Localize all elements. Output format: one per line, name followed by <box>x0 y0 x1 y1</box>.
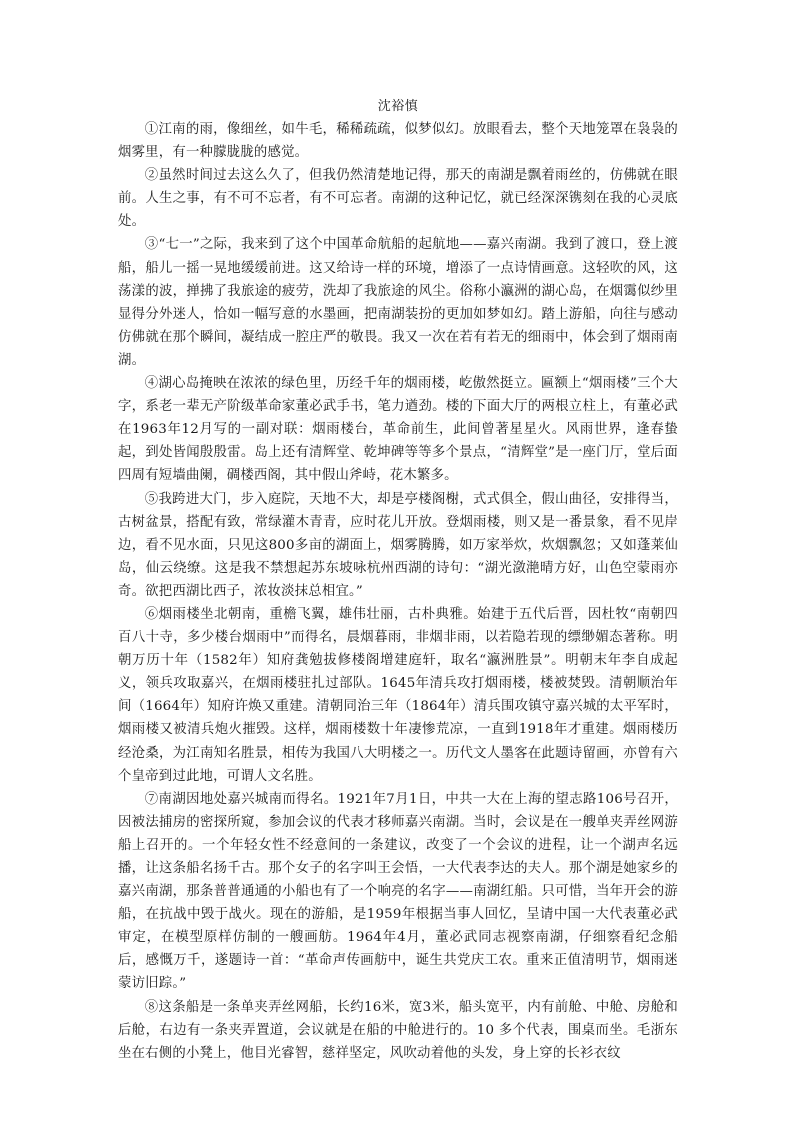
paragraph-3: ③“七一”之际，我来到了这个中国革命航船的起航地——嘉兴南湖。我到了渡口，登上渡船，船儿一摇一晃地缓缓前进。这又给诗一样的环境，增添了一点诗情画意。这轻吹的风，这荡漾的波，掸拂了我旅途的疲劳，洗却了我旅途的风尘。俗称小瀛洲的湖心岛，在烟霭似纱里显得分外迷人，恰如一幅写意的水墨画，把南湖装扮的更加如梦如幻。踏上游船，向往与感动仿佛就在那个瞬间，凝结成一腔庄严的敬畏。我又一次在若有若无的细雨中，体会到了烟雨南湖。 <box>118 237 678 368</box>
author-name: 沈裕慎 <box>377 99 419 114</box>
paragraph-7: ⑦南湖因地处嘉兴城南而得名。1921年7月1日，中共一大在上海的望志路106号召开，因被法捕房的密探所窥，参加会议的代表才移师嘉兴南湖。当时，会议是在一艘单夹弄丝网游船上召开的。一个年轻女性不经意间的一条建议，改变了一个会议的进程，让一个湖声名远播，让这条船名扬千古。那个女子的名字叫王会悟，一大代表李达的夫人。那个湖是她家乡的嘉兴南湖，那条普普通通的小船也有了一个响亮的名字——南湖红船。只可惜，当年开会的游船，在抗战中毁于战火。现在的游船，是1959年根据当事人回忆，呈请中国一大代表董必武审定，在模型原样仿制的一艘画舫。1964年4月，董必武同志视察南湖，仔细察看纪念船后，感慨万千，遂题诗一首：“革命声传画舫中，诞生共党庆工农。重来正值清明节，烟雨迷蒙访旧踪。” <box>118 791 678 992</box>
paragraph-2: ②虽然时间过去这么久了，但我仍然清楚地记得，那天的南湖是飘着雨丝的，仿佛就在眼前。人生之事，有不可不忘者，有不可忘者。南湖的这种记忆，就已经深深镌刻在我的心灵底处。 <box>118 168 678 230</box>
paragraph-4: ④湖心岛掩映在浓浓的绿色里，历经千年的烟雨楼，屹傲然挺立。匾额上“烟雨楼”三个大字，系老一辈无产阶级革命家董必武手书，笔力遒劲。楼的下面大厅的两根立柱上，有董必武在1963年12月写的一副对联：烟雨楼台，革命前生，此间曾著星星火。风雨世界，逢春蛰起，到处皆闻殷殷雷。岛上还有清辉堂、乾坤碑等等多个景点，“清辉堂”是一座门厅，堂后面四周有短墙曲阑，碉楼西阁，其中假山斧峙，花木繁多。 <box>118 376 678 484</box>
paragraph-1: ①江南的雨，像细丝，如牛毛，稀稀疏疏，似梦似幻。放眼看去，整个天地笼罩在袅袅的烟雾里，有一种朦胧胧的感觉。 <box>118 122 678 161</box>
paragraph-5: ⑤我跨进大门，步入庭院，天地不大，却是亭楼阁榭，式式俱全，假山曲径，安排得当，古树盆景，搭配有致，常绿灌木青青，应时花儿开放。登烟雨楼，则又是一番景象，看不见岸边，看不见水面，只见这800多亩的湖面上，烟雾腾腾，如万家举炊，炊烟飘忽；又如蓬莱仙岛，仙云绕缭。这是我不禁想起苏东坡咏杭州西湖的诗句：“湖光潋滟晴方好，山色空蒙雨亦奇。欲把西湖比西子，浓妆淡抹总相宜。” <box>118 491 678 599</box>
paragraph-8: ⑧这条船是一条单夹弄丝网船，长约16米，宽3米，船头宽平，内有前舱、中舱、房舱和后舱，右边有一条夹弄置道，会议就是在船的中舱进行的。10 多个代表，围桌而坐。毛浙东坐在右侧的小凳上，他目光睿智，慈祥坚定，风吹动着他的头发，身上穿的长衫衣纹 <box>118 999 678 1061</box>
paragraph-6: ⑥烟雨楼坐北朝南，重檐飞翼，雄伟壮丽，古朴典雅。始建于五代后晋，因杜牧“南朝四百八十寺，多少楼台烟雨中”而得名，晨烟暮雨，非烟非雨，以若隐若现的缥缈媚态著称。明朝万历十年（1582年）知府龚勉拔修楼阁增建庭轩，取名“瀛洲胜景”。明朝末年李自成起义，领兵攻取嘉兴，在烟雨楼驻扎过部队。1645年清兵攻打烟雨楼，楼被焚毁。清朝顺治年间（1664年）知府许焕又重建。清朝同治三年（1864年）清兵围攻镇守嘉兴城的太平军时，烟雨楼又被清兵炮火摧毁。这样，烟雨楼数十年凄惨荒凉，一直到1918年才重建。烟雨楼历经沧桑，为江南知名胜景，相传为我国八大明楼之一。历代文人墨客在此题诗留画，亦曾有六个皇帝到过此地，可谓人文名胜。 <box>118 606 678 784</box>
